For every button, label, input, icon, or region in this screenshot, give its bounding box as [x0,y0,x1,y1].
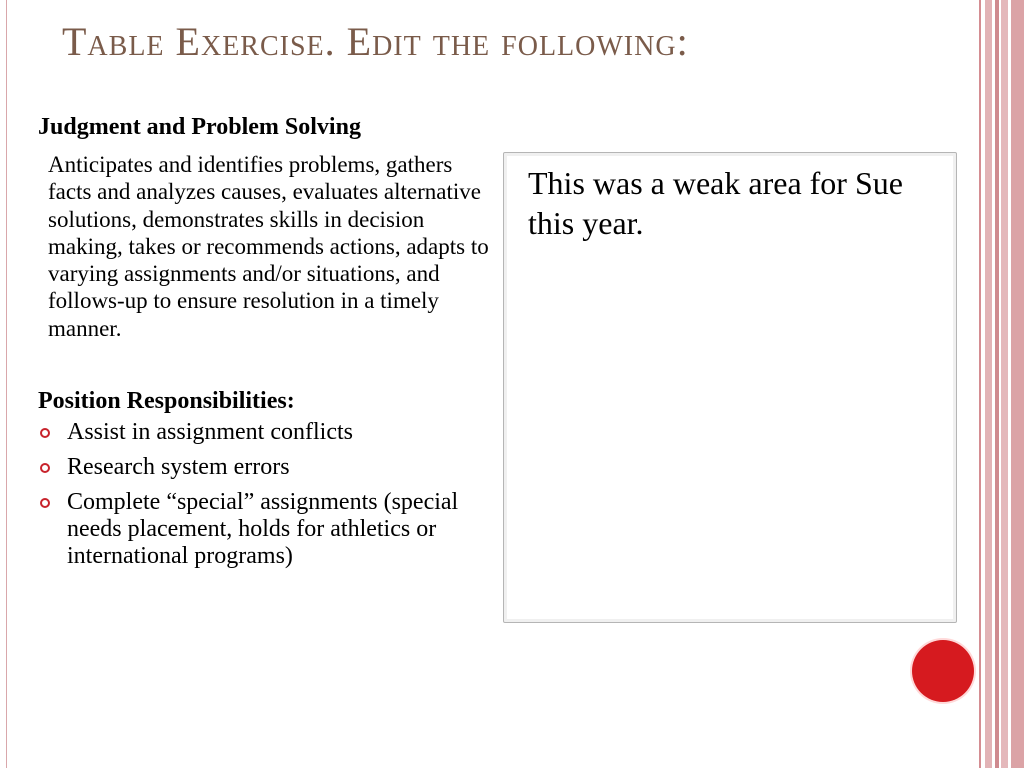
ring-bullet-icon [40,428,50,438]
left-content [38,114,498,578]
list-item-text: Assist in assignment conflicts [67,419,353,446]
stripe [979,0,981,768]
comment-text: This was a weak area for Sue this year. [528,165,903,241]
slide-title: Table Exercise. Edit the following: [62,19,689,64]
stripe [985,0,992,768]
red-circle-decoration [912,640,974,702]
judgment-heading: Judgment and Problem Solving [38,114,361,140]
stripe [995,0,999,768]
position-heading: Position Responsibilities: [38,388,295,415]
stripe [1001,0,1008,768]
comment-text-box[interactable] [503,152,957,623]
ring-bullet-icon [40,498,50,508]
stripe [1011,0,1024,768]
list-item-text: Research system errors [67,454,290,481]
slide-left-border [0,0,7,768]
ring-bullet-icon [40,463,50,473]
responsibility-list [38,419,498,570]
judgment-description: Anticipates and identifies problems, gathers facts and analyzes causes, evaluates alternative solutions, demonstrates skills in decision making, takes or recommends actions, adapts to varying assignments and/or situations, and follows-up to ensure resolution in a timely manner. [48,152,489,341]
decorative-stripes [979,0,1024,768]
list-item-text: Complete “special” assignments (special needs placement, holds for athletics or international programs) [67,489,459,570]
list-item [38,454,498,481]
list-item [38,419,498,446]
list-item [38,489,498,570]
